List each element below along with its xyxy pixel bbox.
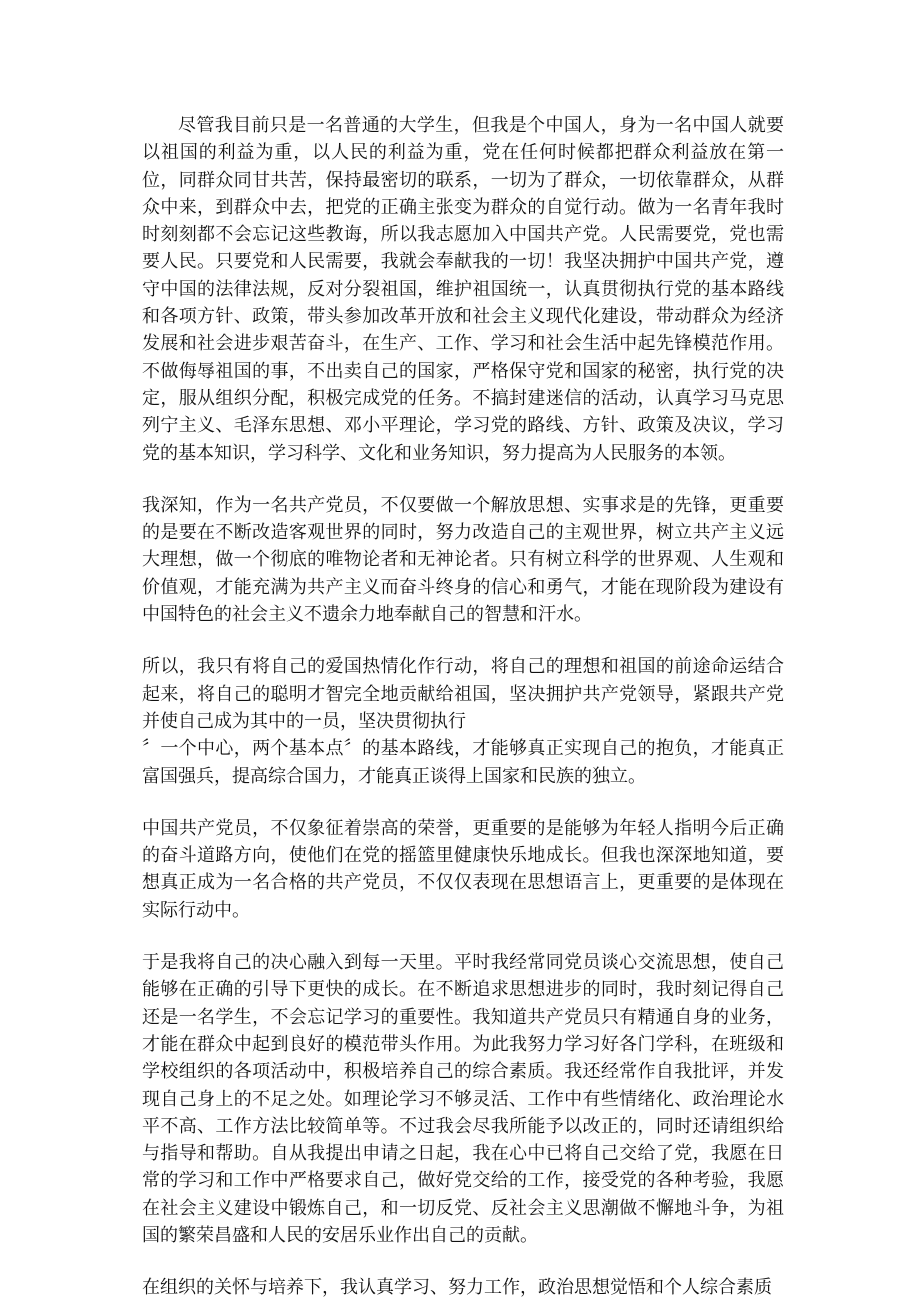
paragraph-2: 我深知，作为一名共产党员，不仅要做一个解放思想、实事求是的先锋，更重要的是要在不断改造客观世界的同时，努力改造自己的主观世界，树立共产主义远大理想，做一个彻底的唯物论者和无神论者。只有树立科学的世界观、人生观和价值观，才能充满为共产主义而奋斗终身的信心和勇气，才能在现阶段为建设有中国特色的社会主义不遗余力地奉献自己的智慧和汗水。 [142, 494, 784, 626]
paragraph-3 [142, 653, 784, 789]
document-body [142, 112, 784, 1302]
paragraph-3-line-2: 〞一个中心，两个基本点〞的基本路线，才能够真正实现自己的抱负，才能真正富国强兵，提高综合国力，才能真正谈得上国家和民族的独立。 [142, 738, 784, 787]
paragraph-5: 于是我将自己的决心融入到每一天里。平时我经常同党员谈心交流思想，使自己能够在正确的引导下更快的成长。在不断追求思想进步的同时，我时刻记得自己还是一名学生，不会忘记学习的重要性。我知道共产党员只有精通自身的业务，才能在群众中起到良好的模范带头作用。为此我努力学习好各门学科，在班级和学校组织的各项活动中，积极培养自己的综合素质。我还经常作自我批评，并发现自己身上的不足之处。如理论学习不够灵活、工作中有些情绪化、政治理论水平不高、工作方法比较简单等。不过我会尽我所能予以改正的，同时还请组织给与指导和帮助。自从我提出申请之日起，我在心中已将自己交给了党，我愿在日常的学习和工作中严格要求自己，做好党交给的工作，接受党的各种考验，我愿在社会主义建设中锻炼自己，和一切反党、反社会主义思潮做不懈地斗争，为祖国的繁荣昌盛和人民的安居乐业作出自己的贡献。 [142, 952, 784, 1246]
paragraph-6: 在组织的关怀与培养下，我认真学习、努力工作，政治思想觉悟和个人综合素质 [142, 1277, 772, 1299]
paragraph-3-line-1: 所以，我只有将自己的爱国热情化作行动，将自己的理想和祖国的前途命运结合起来，将自己的聪明才智完全地贡献给祖国，坚决拥护共产党领导，紧跟共产党并使自己成为其中的一员，坚决贯彻执行 [142, 656, 784, 732]
paragraph-1: 尽管我目前只是一名普通的大学生，但我是个中国人，身为一名中国人就要以祖国的利益为重，以人民的利益为重，党在任何时候都把群众利益放在第一位，同群众同甘共苦，保持最密切的联系，一切为了群众，一切依靠群众，从群众中来，到群众中去，把党的正确主张变为群众的自觉行动。做为一名青年我时时刻刻都不会忘记这些教诲，所以我志愿加入中国共产党。人民需要党，党也需要人民。只要党和人民需要，我就会奉献我的一切！我坚决拥护中国共产党，遵守中国的法律法规，反对分裂祖国，维护祖国统一，认真贯彻执行党的基本路线和各项方针、政策，带头参加改革开放和社会主义现代化建设，带动群众为经济发展和社会进步艰苦奋斗，在生产、工作、学习和社会生活中起先锋模范作用。不做侮辱祖国的事，不出卖自己的国家，严格保守党和国家的秘密，执行党的决定，服从组织分配，积极完成党的任务。不搞封建迷信的活动，认真学习马克思列宁主义、毛泽东思想、邓小平理论，学习党的路线、方针、政策及决议，学习党的基本知识，学习科学、文化和业务知识，努力提高为人民服务的本领。 [142, 115, 784, 464]
paragraph-4: 中国共产党员，不仅象征着崇高的荣誉，更重要的是能够为年轻人指明今后正确的奋斗道路方向，使他们在党的摇篮里健康快乐地成长。但我也深深地知道，要想真正成为一名合格的共产党员，不仅仅表现在思想语言上，更重要的是体现在实际行动中。 [142, 817, 784, 921]
